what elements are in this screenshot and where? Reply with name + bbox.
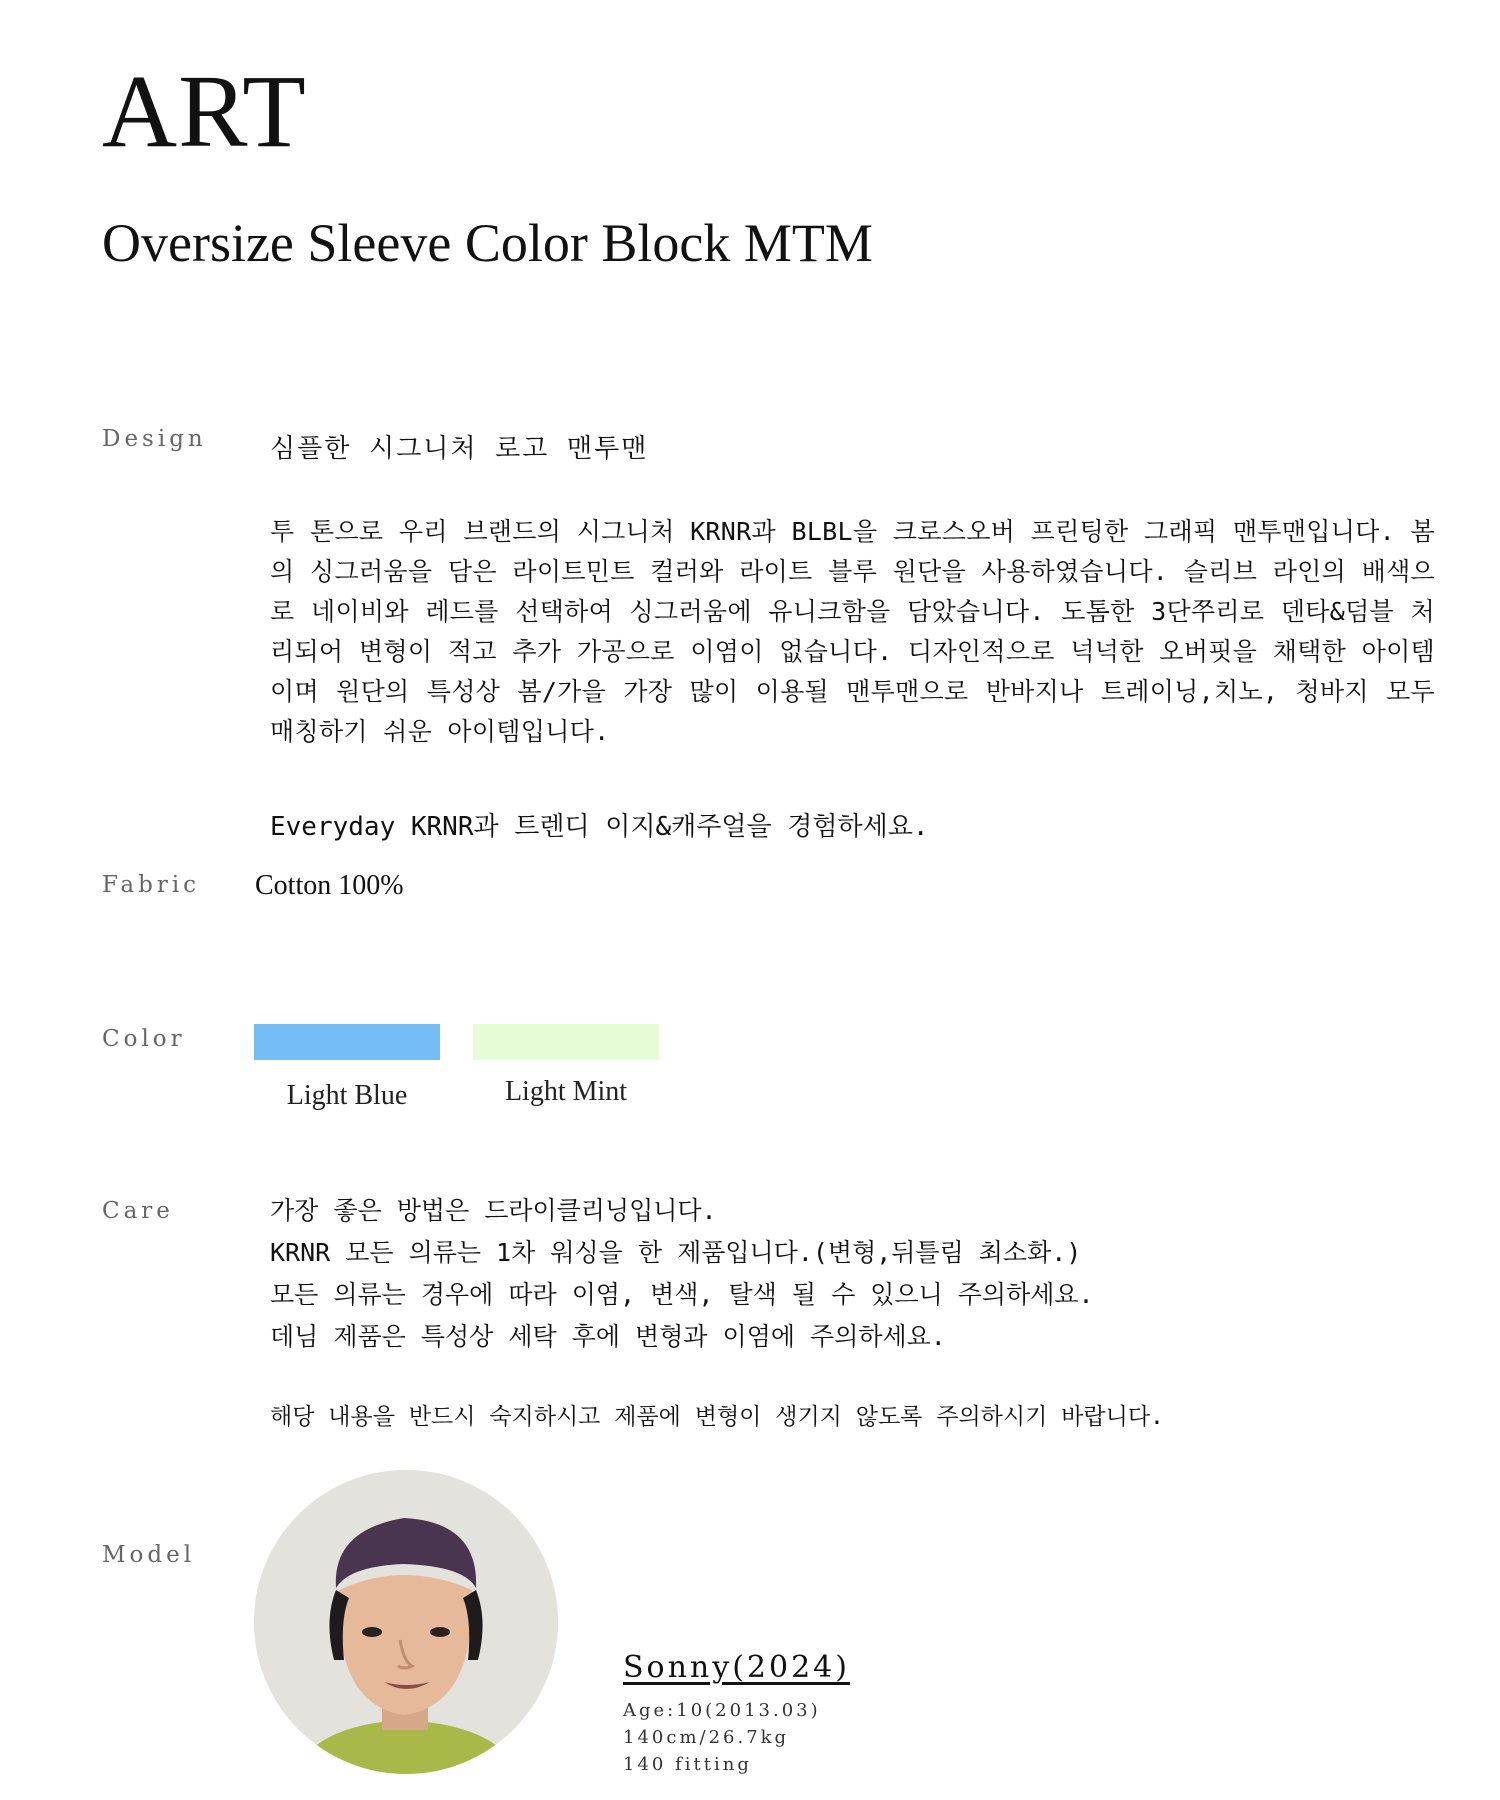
- model-age: Age:10(2013.03): [623, 1700, 821, 1721]
- fabric-value: Cotton 100%: [255, 870, 404, 901]
- color-swatch-light-mint[interactable]: [473, 1024, 659, 1060]
- care-line: KRNR 모든 의류는 1차 워싱을 한 제품입니다.(변형,뒤틀림 최소화.): [270, 1238, 1082, 1267]
- model-label: Model: [102, 1542, 196, 1568]
- care-label: Care: [102, 1198, 174, 1224]
- design-tagline: Everyday KRNR과 트렌디 이지&캐주얼을 경험하세요.: [270, 812, 929, 842]
- care-line: 가장 좋은 방법은 드라이클리닝입니다.: [270, 1196, 717, 1225]
- model-photo-illustration: [254, 1470, 558, 1774]
- color-name-light-blue: Light Blue: [286, 1080, 408, 1111]
- design-description: 투 톤으로 우리 브랜드의 시그니처 KRNR과 BLBL을 크로스오버 프린팅한 그래픽 맨투맨입니다. 봄의 싱그러움을 담은 라이트민트 컬러와 라이트 블루 원단을 사용하였습니다. 슬리브 라인의 배색으로 네이비와 레드를 선택하여 싱그러움에 유니크함을 담았습니다. 도톰한 3단쭈리로 덴타&덤블 처리되어 변형이 적고 추가 가공으로 이염이 없습니다. 디자인적으로 넉넉한 오버핏을 채택한 아이템이며 원단의 특성상 봄/가을 가장 많이 이용될 맨투맨으로 반바지나 트레이닝,치노, 청바지 모두 매칭하기 쉬운 아이템입니다.: [270, 517, 1435, 746]
- product-name: Oversize Sleeve Color Block MTM: [102, 213, 873, 273]
- care-note: 해당 내용을 반드시 숙지하시고 제품에 변형이 생기지 않도록 주의하시기 바랍니다.: [270, 1404, 1164, 1430]
- model-name: Sonny(2024): [623, 1650, 850, 1685]
- color-swatch-light-blue[interactable]: [254, 1024, 440, 1060]
- color-name-light-mint: Light Mint: [504, 1076, 628, 1107]
- brand-title: ART: [102, 54, 307, 169]
- care-instructions: [270, 1190, 1094, 1358]
- model-photo: [254, 1470, 558, 1774]
- care-line: 모든 의류는 경우에 따라 이염, 변색, 탈색 될 수 있으니 주의하세요.: [270, 1280, 1094, 1309]
- model-size: 140cm/26.7kg: [623, 1727, 790, 1748]
- design-title: 심플한 시그니처 로고 맨투맨: [270, 434, 649, 464]
- model-fitting: 140 fitting: [623, 1754, 752, 1775]
- color-label: Color: [102, 1026, 186, 1052]
- design-label: Design: [102, 426, 207, 452]
- care-line: 데님 제품은 특성상 세탁 후에 변형과 이염에 주의하세요.: [270, 1322, 946, 1351]
- fabric-label: Fabric: [102, 872, 201, 898]
